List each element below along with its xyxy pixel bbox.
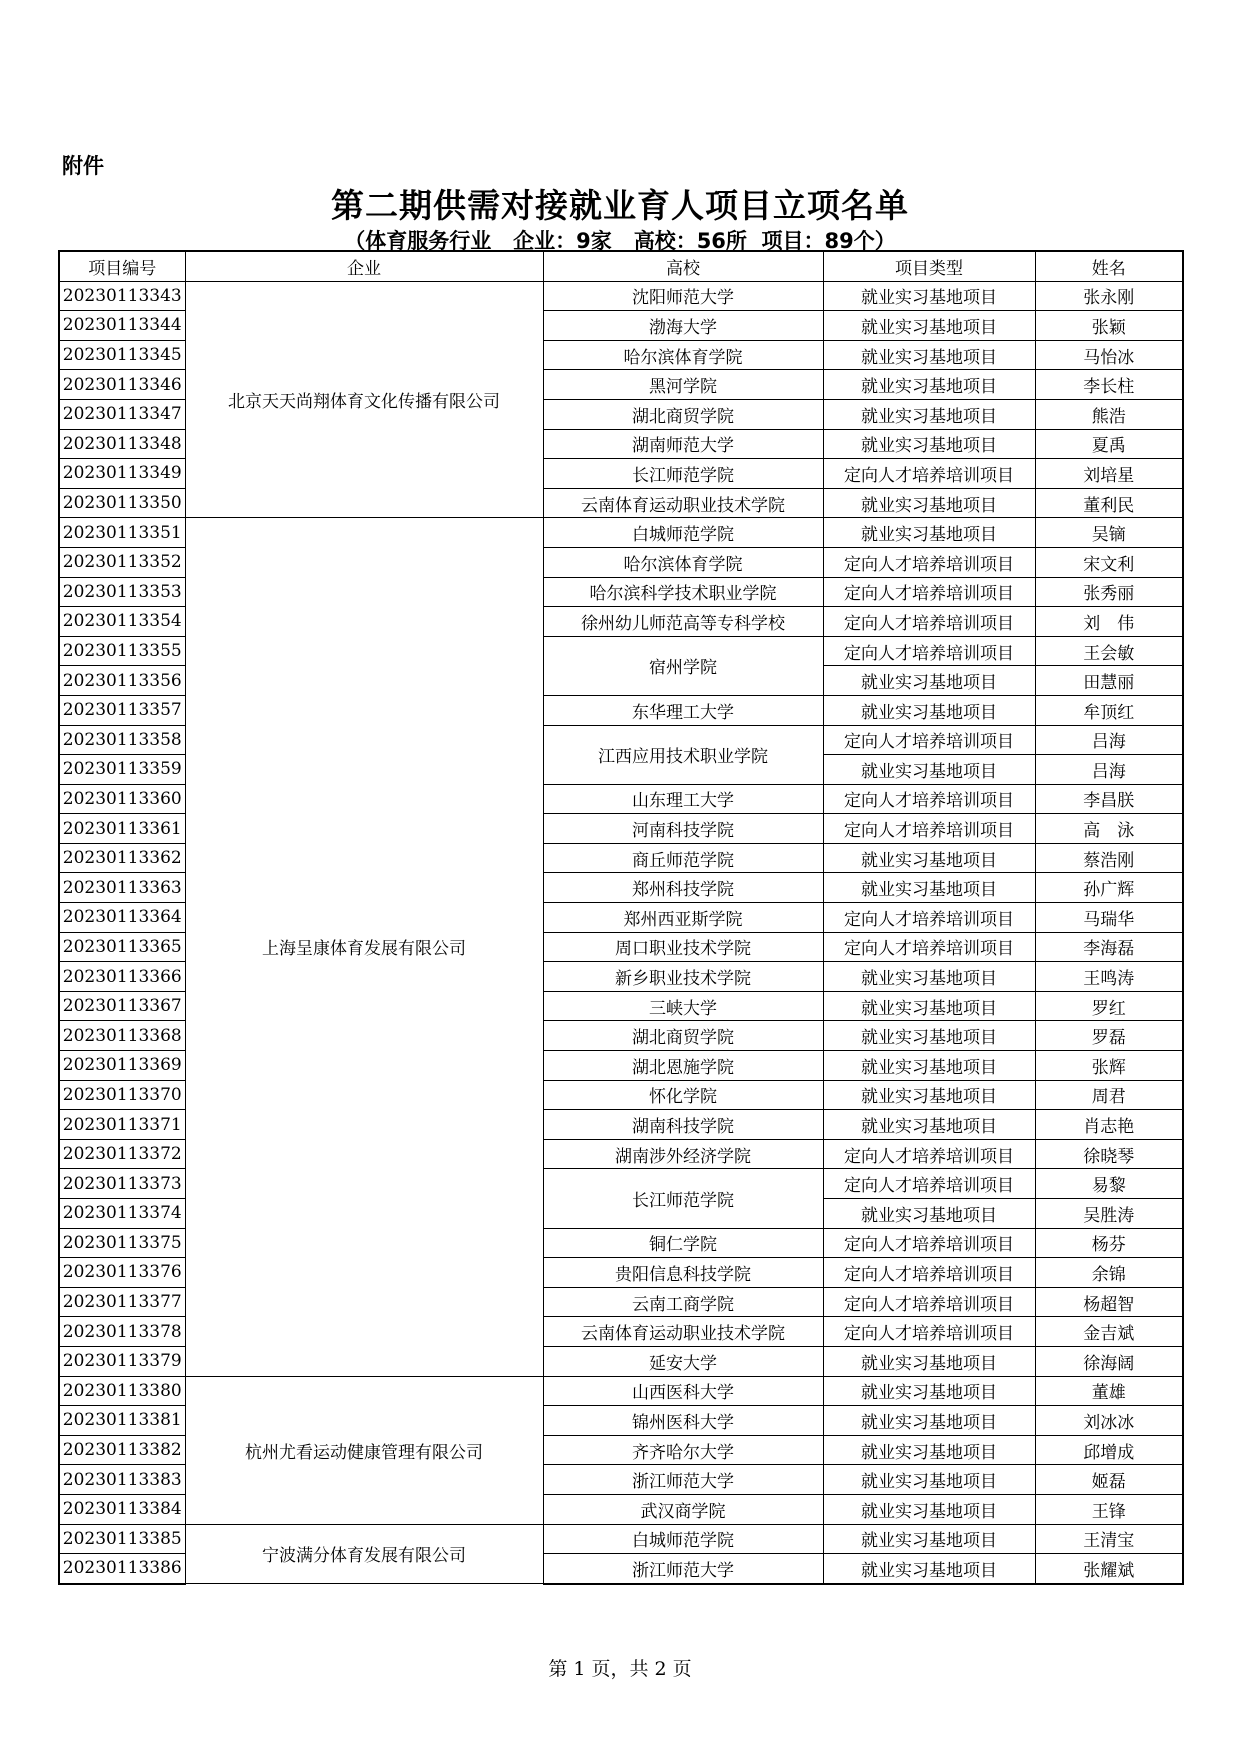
- project-type-cell: 就业实习基地项目: [823, 370, 1035, 400]
- school-cell: 延安大学: [543, 1346, 823, 1376]
- person-name-cell: 周君: [1035, 1080, 1183, 1110]
- project-type-cell: 就业实习基地项目: [823, 843, 1035, 873]
- project-type-cell: 定向人才培养培训项目: [823, 725, 1035, 755]
- school-cell: 锦州医科大学: [543, 1406, 823, 1436]
- school-cell: 白城师范学院: [543, 518, 823, 548]
- project-id-cell: 20230113364: [59, 903, 185, 933]
- project-id-cell: 20230113348: [59, 429, 185, 459]
- project-id-cell: 20230113358: [59, 725, 185, 755]
- school-cell: 宿州学院: [543, 636, 823, 695]
- project-id-cell: 20230113356: [59, 666, 185, 696]
- project-id-cell: 20230113384: [59, 1494, 185, 1524]
- school-cell: 云南体育运动职业技术学院: [543, 488, 823, 518]
- school-cell: 三峡大学: [543, 991, 823, 1021]
- school-cell: 郑州科技学院: [543, 873, 823, 903]
- school-cell: 武汉商学院: [543, 1494, 823, 1524]
- project-id-cell: 20230113360: [59, 784, 185, 814]
- project-id-cell: 20230113385: [59, 1524, 185, 1554]
- person-name-cell: 宋文利: [1035, 547, 1183, 577]
- school-cell: 郑州西亚斯学院: [543, 903, 823, 933]
- person-name-cell: 姬磊: [1035, 1465, 1183, 1495]
- person-name-cell: 张颖: [1035, 311, 1183, 341]
- school-cell: 商丘师范学院: [543, 843, 823, 873]
- project-id-cell: 20230113380: [59, 1376, 185, 1406]
- school-cell: 铜仁学院: [543, 1228, 823, 1258]
- school-cell: 怀化学院: [543, 1080, 823, 1110]
- person-name-cell: 吕海: [1035, 725, 1183, 755]
- person-name-cell: 李海磊: [1035, 932, 1183, 962]
- school-cell: 云南体育运动职业技术学院: [543, 1317, 823, 1347]
- project-type-cell: 就业实习基地项目: [823, 1524, 1035, 1554]
- project-type-cell: 就业实习基地项目: [823, 1199, 1035, 1229]
- project-type-cell: 就业实习基地项目: [823, 1080, 1035, 1110]
- table-row: [59, 518, 1183, 548]
- header-project-id: 项目编号: [59, 251, 185, 281]
- school-cell: 徐州幼儿师范高等专科学校: [543, 607, 823, 637]
- table-row: [59, 1524, 1183, 1554]
- project-type-cell: 就业实习基地项目: [823, 962, 1035, 992]
- project-id-cell: 20230113378: [59, 1317, 185, 1347]
- project-id-cell: 20230113354: [59, 607, 185, 637]
- school-cell: 湖北恩施学院: [543, 1051, 823, 1081]
- table-row: [59, 281, 1183, 311]
- person-name-cell: 王清宝: [1035, 1524, 1183, 1554]
- person-name-cell: 吴胜涛: [1035, 1199, 1183, 1229]
- person-name-cell: 李昌朕: [1035, 784, 1183, 814]
- project-id-cell: 20230113343: [59, 281, 185, 311]
- project-type-cell: 就业实习基地项目: [823, 1376, 1035, 1406]
- table-header-row: [59, 251, 1183, 281]
- project-type-cell: 定向人才培养培训项目: [823, 814, 1035, 844]
- project-type-cell: 就业实习基地项目: [823, 1494, 1035, 1524]
- project-type-cell: 就业实习基地项目: [823, 518, 1035, 548]
- project-id-cell: 20230113361: [59, 814, 185, 844]
- project-type-cell: 就业实习基地项目: [823, 281, 1035, 311]
- project-type-cell: 定向人才培养培训项目: [823, 932, 1035, 962]
- project-type-cell: 就业实习基地项目: [823, 991, 1035, 1021]
- project-id-cell: 20230113386: [59, 1554, 185, 1584]
- school-cell: 新乡职业技术学院: [543, 962, 823, 992]
- project-id-cell: 20230113347: [59, 399, 185, 429]
- project-type-cell: 定向人才培养培训项目: [823, 1139, 1035, 1169]
- person-name-cell: 吕海: [1035, 755, 1183, 785]
- person-name-cell: 张永刚: [1035, 281, 1183, 311]
- project-type-cell: 定向人才培养培训项目: [823, 1287, 1035, 1317]
- project-id-cell: 20230113375: [59, 1228, 185, 1258]
- person-name-cell: 马瑞华: [1035, 903, 1183, 933]
- person-name-cell: 孙广辉: [1035, 873, 1183, 903]
- project-type-cell: 定向人才培养培训项目: [823, 1228, 1035, 1258]
- school-cell: 齐齐哈尔大学: [543, 1435, 823, 1465]
- person-name-cell: 易黎: [1035, 1169, 1183, 1199]
- project-type-cell: 定向人才培养培训项目: [823, 903, 1035, 933]
- school-cell: 渤海大学: [543, 311, 823, 341]
- person-name-cell: 金吉斌: [1035, 1317, 1183, 1347]
- project-type-cell: 就业实习基地项目: [823, 311, 1035, 341]
- school-cell: 哈尔滨体育学院: [543, 340, 823, 370]
- project-id-cell: 20230113345: [59, 340, 185, 370]
- school-cell: 浙江师范大学: [543, 1554, 823, 1584]
- project-type-cell: 就业实习基地项目: [823, 1465, 1035, 1495]
- project-id-cell: 20230113374: [59, 1199, 185, 1229]
- project-id-cell: 20230113362: [59, 843, 185, 873]
- project-id-cell: 20230113353: [59, 577, 185, 607]
- school-cell: 浙江师范大学: [543, 1465, 823, 1495]
- school-cell: 湖北商贸学院: [543, 399, 823, 429]
- school-cell: 云南工商学院: [543, 1287, 823, 1317]
- project-id-cell: 20230113363: [59, 873, 185, 903]
- company-cell: 北京天天尚翔体育文化传播有限公司: [185, 281, 543, 518]
- project-type-cell: 就业实习基地项目: [823, 1554, 1035, 1584]
- school-cell: 河南科技学院: [543, 814, 823, 844]
- project-id-cell: 20230113346: [59, 370, 185, 400]
- project-id-cell: 20230113379: [59, 1346, 185, 1376]
- person-name-cell: 张秀丽: [1035, 577, 1183, 607]
- project-id-cell: 20230113349: [59, 459, 185, 489]
- project-id-cell: 20230113368: [59, 1021, 185, 1051]
- project-id-cell: 20230113366: [59, 962, 185, 992]
- school-cell: 湖北商贸学院: [543, 1021, 823, 1051]
- person-name-cell: 杨芬: [1035, 1228, 1183, 1258]
- project-id-cell: 20230113372: [59, 1139, 185, 1169]
- project-type-cell: 定向人才培养培训项目: [823, 577, 1035, 607]
- person-name-cell: 刘培星: [1035, 459, 1183, 489]
- attachment-label: 附件: [62, 154, 104, 178]
- school-cell: 江西应用技术职业学院: [543, 725, 823, 784]
- project-type-cell: 定向人才培养培训项目: [823, 1258, 1035, 1288]
- project-type-cell: 定向人才培养培训项目: [823, 459, 1035, 489]
- school-cell: 周口职业技术学院: [543, 932, 823, 962]
- project-id-cell: 20230113344: [59, 311, 185, 341]
- person-name-cell: 高 泳: [1035, 814, 1183, 844]
- person-name-cell: 张辉: [1035, 1051, 1183, 1081]
- project-id-cell: 20230113373: [59, 1169, 185, 1199]
- project-id-cell: 20230113357: [59, 695, 185, 725]
- project-table: [58, 250, 1184, 1585]
- project-id-cell: 20230113377: [59, 1287, 185, 1317]
- project-id-cell: 20230113367: [59, 991, 185, 1021]
- person-name-cell: 余锦: [1035, 1258, 1183, 1288]
- project-id-cell: 20230113369: [59, 1051, 185, 1081]
- person-name-cell: 徐晓琴: [1035, 1139, 1183, 1169]
- project-type-cell: 定向人才培养培训项目: [823, 636, 1035, 666]
- project-id-cell: 20230113352: [59, 547, 185, 577]
- header-person-name: 姓名: [1035, 251, 1183, 281]
- document-title: 第二期供需对接就业育人项目立项名单: [331, 186, 909, 225]
- header-school: 高校: [543, 251, 823, 281]
- document-subtitle: （体育服务行业 企业：9家 高校：56所 项目：89个）: [344, 229, 896, 253]
- company-cell: 杭州尤看运动健康管理有限公司: [185, 1376, 543, 1524]
- school-cell: 白城师范学院: [543, 1524, 823, 1554]
- header-project-type: 项目类型: [823, 251, 1035, 281]
- person-name-cell: 王锋: [1035, 1494, 1183, 1524]
- person-name-cell: 张耀斌: [1035, 1554, 1183, 1584]
- project-id-cell: 20230113365: [59, 932, 185, 962]
- person-name-cell: 王鸣涛: [1035, 962, 1183, 992]
- school-cell: 长江师范学院: [543, 459, 823, 489]
- project-type-cell: 就业实习基地项目: [823, 1406, 1035, 1436]
- table-body: [59, 281, 1183, 1584]
- project-id-cell: 20230113350: [59, 488, 185, 518]
- person-name-cell: 董利民: [1035, 488, 1183, 518]
- project-id-cell: 20230113382: [59, 1435, 185, 1465]
- project-type-cell: 就业实习基地项目: [823, 340, 1035, 370]
- school-cell: 哈尔滨体育学院: [543, 547, 823, 577]
- school-cell: 黑河学院: [543, 370, 823, 400]
- project-type-cell: 定向人才培养培训项目: [823, 1317, 1035, 1347]
- person-name-cell: 肖志艳: [1035, 1110, 1183, 1140]
- project-id-cell: 20230113359: [59, 755, 185, 785]
- person-name-cell: 蔡浩刚: [1035, 843, 1183, 873]
- project-type-cell: 定向人才培养培训项目: [823, 547, 1035, 577]
- project-type-cell: 就业实习基地项目: [823, 488, 1035, 518]
- school-cell: 贵阳信息科技学院: [543, 1258, 823, 1288]
- project-id-cell: 20230113355: [59, 636, 185, 666]
- person-name-cell: 刘冰冰: [1035, 1406, 1183, 1436]
- project-type-cell: 就业实习基地项目: [823, 666, 1035, 696]
- school-cell: 东华理工大学: [543, 695, 823, 725]
- person-name-cell: 徐海阔: [1035, 1346, 1183, 1376]
- project-id-cell: 20230113371: [59, 1110, 185, 1140]
- person-name-cell: 杨超智: [1035, 1287, 1183, 1317]
- person-name-cell: 田慧丽: [1035, 666, 1183, 696]
- person-name-cell: 罗红: [1035, 991, 1183, 1021]
- project-id-cell: 20230113351: [59, 518, 185, 548]
- person-name-cell: 刘 伟: [1035, 607, 1183, 637]
- person-name-cell: 牟顶红: [1035, 695, 1183, 725]
- person-name-cell: 李长柱: [1035, 370, 1183, 400]
- school-cell: 山西医科大学: [543, 1376, 823, 1406]
- table-row: [59, 1376, 1183, 1406]
- person-name-cell: 邱增成: [1035, 1435, 1183, 1465]
- person-name-cell: 夏禹: [1035, 429, 1183, 459]
- person-name-cell: 王会敏: [1035, 636, 1183, 666]
- school-cell: 湖南师范大学: [543, 429, 823, 459]
- project-id-cell: 20230113381: [59, 1406, 185, 1436]
- project-type-cell: 就业实习基地项目: [823, 1110, 1035, 1140]
- project-type-cell: 就业实习基地项目: [823, 755, 1035, 785]
- project-type-cell: 就业实习基地项目: [823, 695, 1035, 725]
- project-type-cell: 就业实习基地项目: [823, 1051, 1035, 1081]
- project-type-cell: 定向人才培养培训项目: [823, 607, 1035, 637]
- person-name-cell: 吴镝: [1035, 518, 1183, 548]
- project-id-cell: 20230113370: [59, 1080, 185, 1110]
- project-id-cell: 20230113383: [59, 1465, 185, 1495]
- project-type-cell: 就业实习基地项目: [823, 1346, 1035, 1376]
- school-cell: 沈阳师范大学: [543, 281, 823, 311]
- project-type-cell: 就业实习基地项目: [823, 873, 1035, 903]
- person-name-cell: 罗磊: [1035, 1021, 1183, 1051]
- project-id-cell: 20230113376: [59, 1258, 185, 1288]
- person-name-cell: 马怡冰: [1035, 340, 1183, 370]
- company-cell: 宁波满分体育发展有限公司: [185, 1524, 543, 1584]
- person-name-cell: 董雄: [1035, 1376, 1183, 1406]
- header-company: 企业: [185, 251, 543, 281]
- project-type-cell: 就业实习基地项目: [823, 429, 1035, 459]
- school-cell: 湖南涉外经济学院: [543, 1139, 823, 1169]
- project-type-cell: 就业实习基地项目: [823, 1435, 1035, 1465]
- school-cell: 山东理工大学: [543, 784, 823, 814]
- project-type-cell: 就业实习基地项目: [823, 1021, 1035, 1051]
- project-type-cell: 定向人才培养培训项目: [823, 1169, 1035, 1199]
- person-name-cell: 熊浩: [1035, 399, 1183, 429]
- school-cell: 哈尔滨科学技术职业学院: [543, 577, 823, 607]
- school-cell: 湖南科技学院: [543, 1110, 823, 1140]
- project-type-cell: 就业实习基地项目: [823, 399, 1035, 429]
- page-footer: 第 1 页，共 2 页: [548, 1658, 692, 1680]
- project-type-cell: 定向人才培养培训项目: [823, 784, 1035, 814]
- company-cell: 上海呈康体育发展有限公司: [185, 518, 543, 1376]
- school-cell: 长江师范学院: [543, 1169, 823, 1228]
